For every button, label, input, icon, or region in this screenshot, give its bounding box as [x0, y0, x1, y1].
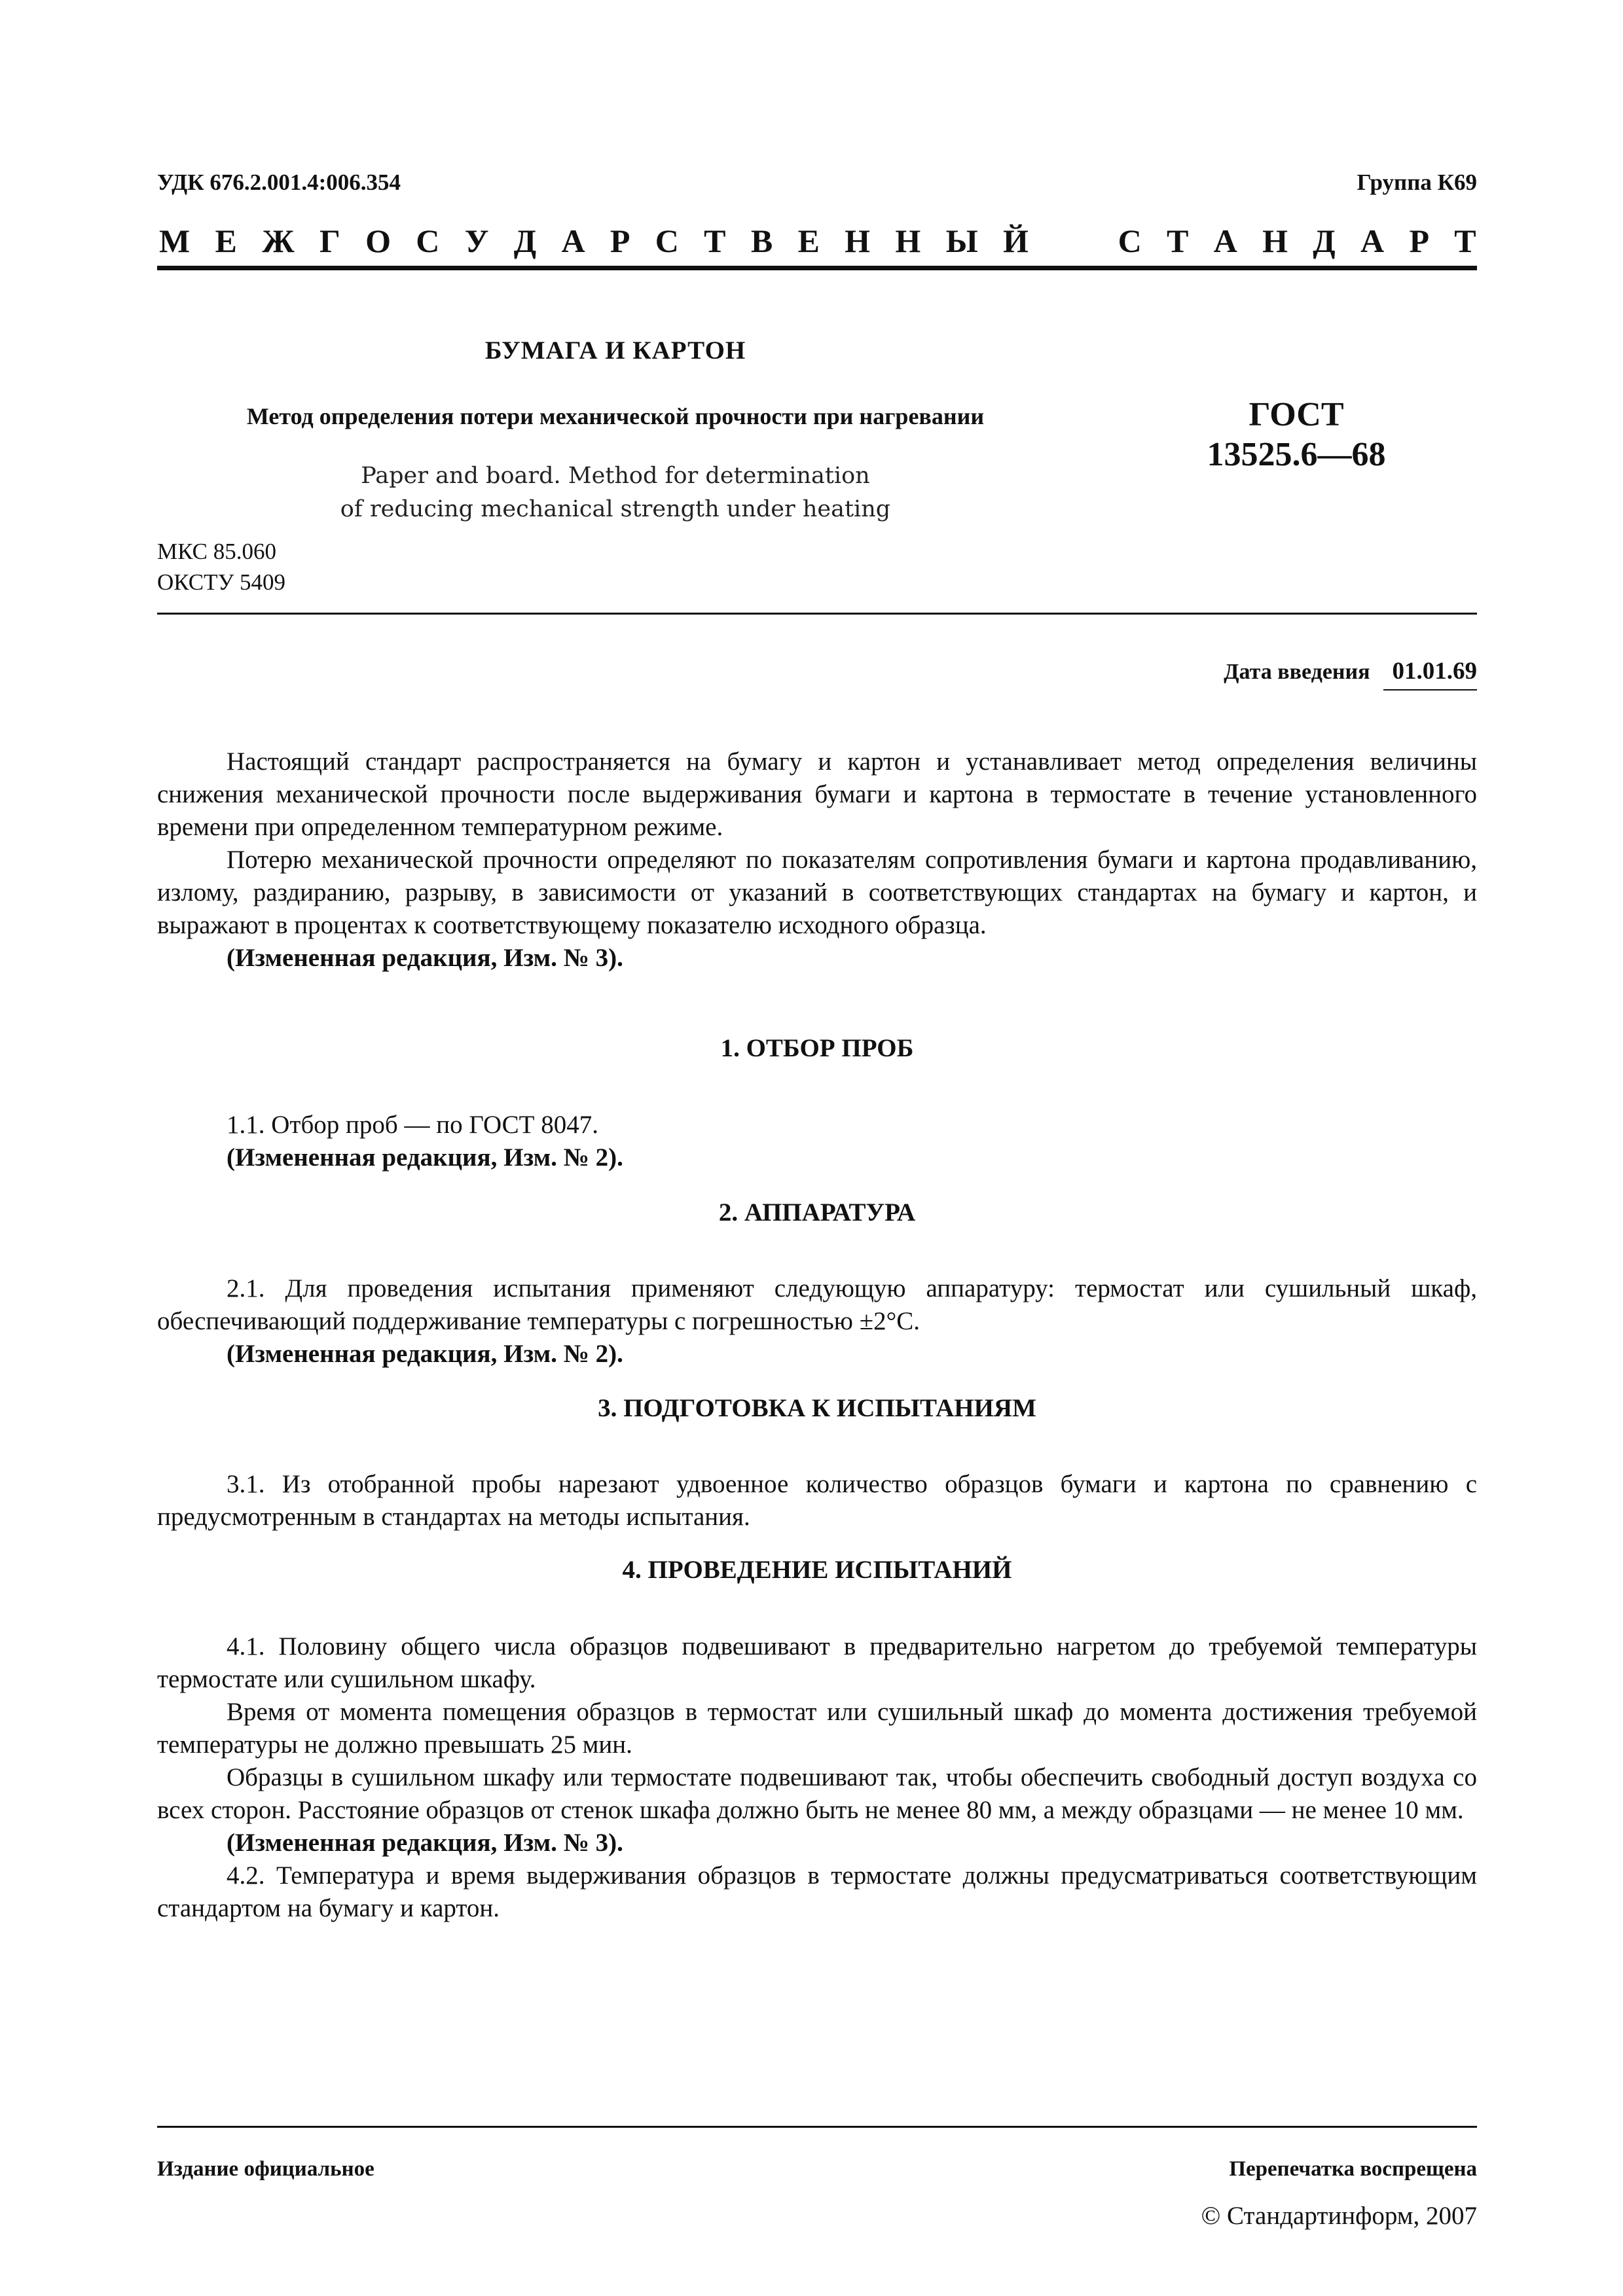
copyright-notice: © Стандартинформ, 2007 — [1201, 2202, 1477, 2230]
section-4-body — [157, 1630, 1477, 1925]
mks-code: МКС 85.060 — [157, 539, 276, 564]
banner-letter: Г — [319, 223, 340, 259]
banner-letter: О — [365, 223, 391, 259]
paragraph: Время от момента помещения образцов в термостат или сушильный шкаф до момента достижения требуемой температуры не должно превышать 25 мин. — [157, 1698, 1477, 1759]
section-heading: 1. ОТБОР ПРОБ — [720, 1034, 914, 1062]
english-title-line: of reducing mechanical strength under heating — [340, 496, 891, 522]
section-heading: 2. АППАРАТУРА — [718, 1198, 916, 1227]
banner-letter: У — [464, 223, 489, 259]
banner-letter: Н — [845, 223, 871, 259]
paragraph: Образцы в сушильном шкафу или термостате подвешивают так, чтобы обеспечить свободный доступ воздуха со всех сторон. Расстояние образцов от стенок шкафа должно быть не менее 80 мм, а между образцами — не менее 10 мм. — [157, 1763, 1477, 1824]
introduction-date — [1165, 657, 1477, 691]
banner-letter: Н — [895, 223, 921, 259]
banner-letter: А — [561, 223, 585, 259]
document-title: БУМАГА И КАРТОН — [484, 336, 746, 365]
paragraph: 4.1. Половину общего числа образцов подвешивают в предварительно нагретом до требуемой температуры термостате или сушильном шкафу. — [157, 1632, 1477, 1693]
section-heading: 4. ПРОВЕДЕНИЕ ИСПЫТАНИЙ — [622, 1556, 1012, 1584]
group-code: Группа К69 — [1357, 170, 1477, 195]
paragraph: 4.2. Температура и время выдерживания образцов в термостате должны предусматриваться соответствующим стандартом на бумагу и картон. — [157, 1861, 1477, 1922]
banner-letter: Ы — [945, 223, 978, 259]
paragraph: 3.1. Из отобранной пробы нарезают удвоенное количество образцов бумаги и картона по сравнению с предусмотренным в стандартах на методы испытания. — [157, 1470, 1477, 1531]
amendment-note: (Измененная редакция, Изм. № 3). — [227, 944, 623, 972]
introduction-date-label: Дата введения — [1224, 660, 1370, 684]
gost-label: ГОСТ — [1249, 396, 1344, 433]
banner-letter: А — [1360, 223, 1385, 259]
banner-letter: Т — [704, 223, 726, 259]
banner-letter: Д — [1313, 223, 1336, 259]
banner-letter: Р — [1409, 223, 1429, 259]
banner-letter: С — [1118, 223, 1142, 259]
official-edition-label: Издание официальное — [157, 2157, 374, 2181]
banner-letter: С — [655, 223, 679, 259]
intro-block — [157, 745, 1477, 975]
amendment-note: (Измененная редакция, Изм. № 3). — [227, 1829, 623, 1857]
amendment-note: (Измененная редакция, Изм. № 2). — [227, 1143, 623, 1172]
paragraph: 1.1. Отбор проб — по ГОСТ 8047. — [227, 1111, 598, 1139]
amendment-note: (Измененная редакция, Изм. № 2). — [227, 1340, 623, 1368]
header-divider — [157, 266, 1477, 270]
banner-letter: Е — [215, 223, 237, 259]
banner-letter: Н — [1262, 223, 1288, 259]
section-1-body — [157, 1109, 1477, 1174]
banner-letter: А — [1213, 223, 1237, 259]
classification-codes — [157, 536, 285, 598]
title-divider — [157, 613, 1477, 615]
reprint-prohibited-label: Перепечатка воспрещена — [1229, 2157, 1477, 2181]
footer-divider — [157, 2126, 1477, 2128]
banner-letter: Ж — [262, 223, 295, 259]
standard-banner — [159, 221, 1476, 260]
banner-letter: М — [159, 223, 191, 259]
section-2-body — [157, 1272, 1477, 1371]
paragraph: 2.1. Для проведения испытания применяют следующую аппаратуру: термостат или сушильный шкаф, обеспечивающий поддерживание температуры с погрешностью ±2°С. — [157, 1274, 1477, 1335]
banner-gap — [1053, 221, 1093, 260]
english-title — [157, 459, 1074, 526]
gost-number: 13525.6—68 — [1207, 436, 1386, 473]
section-3-body — [157, 1468, 1477, 1534]
paragraph: Настоящий стандарт распространяется на бумагу и картон и устанавливает метод определения величины снижения механической прочности после выдерживания бумаги и картона в термостате в течение установленного времени при определенном температурном режиме. — [157, 747, 1477, 841]
section-heading: 3. ПОДГОТОВКА К ИСПЫТАНИЯМ — [598, 1394, 1036, 1422]
paragraph: Потерю механической прочности определяют по показателям сопротивления бумаги и картона продавливанию, излому, раздиранию, разрыву, в зависимости от указаний в соответствующих стандартах на бумагу и картон, и выражают в процентах к соответствующему показателю исходного образца. — [157, 846, 1477, 939]
udk-code: УДК 676.2.001.4:006.354 — [157, 170, 401, 195]
banner-letter: Т — [1166, 223, 1189, 259]
document-subtitle: Метод определения потери механической прочности при нагревании — [246, 403, 985, 429]
okstu-code: ОКСТУ 5409 — [157, 569, 286, 595]
introduction-date-value: 01.01.69 — [1383, 657, 1478, 691]
banner-letter: С — [416, 223, 440, 259]
banner-letter: В — [750, 223, 773, 259]
banner-letter: Р — [610, 223, 630, 259]
banner-letter: Д — [513, 223, 537, 259]
banner-letter: Е — [797, 223, 820, 259]
gost-designation — [1113, 395, 1480, 475]
banner-letter: Т — [1454, 223, 1476, 259]
english-title-line: Paper and board. Method for determination — [361, 463, 870, 489]
banner-letter: Й — [1003, 223, 1029, 259]
